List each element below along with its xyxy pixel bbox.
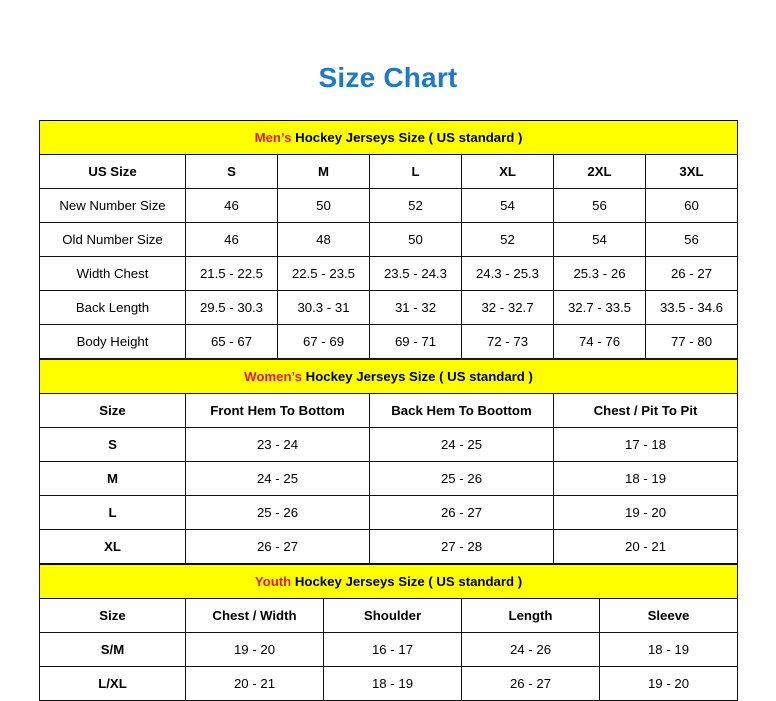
table-cell: 26 - 27 — [462, 667, 600, 701]
column-header: XL — [462, 155, 554, 189]
table-row — [40, 496, 738, 530]
table-cell: 32 - 32.7 — [462, 291, 554, 325]
table-cell: 19 - 20 — [554, 496, 738, 530]
table-header-row — [40, 155, 738, 189]
column-header: S — [186, 155, 278, 189]
size-chart-tables — [39, 120, 737, 701]
row-label: S/M — [40, 633, 186, 667]
table-banner-row — [40, 121, 738, 155]
table-cell: 31 - 32 — [370, 291, 462, 325]
table-cell: 18 - 19 — [600, 633, 738, 667]
row-label: Body Height — [40, 325, 186, 359]
table-cell: 24 - 26 — [462, 633, 600, 667]
table-row — [40, 667, 738, 701]
table-cell: 17 - 18 — [554, 428, 738, 462]
table-row — [40, 189, 738, 223]
table-cell: 65 - 67 — [186, 325, 278, 359]
table-cell: 46 — [186, 223, 278, 257]
table-row — [40, 530, 738, 564]
table-cell: 74 - 76 — [554, 325, 646, 359]
table-cell: 29.5 - 30.3 — [186, 291, 278, 325]
table-cell: 56 — [646, 223, 738, 257]
table-row — [40, 291, 738, 325]
table-cell: 19 - 20 — [600, 667, 738, 701]
table-cell: 19 - 20 — [186, 633, 324, 667]
column-header: US Size — [40, 155, 186, 189]
mens-banner-rest: Hockey Jerseys Size ( US standard ) — [291, 130, 523, 145]
table-cell: 69 - 71 — [370, 325, 462, 359]
womens-banner — [40, 360, 738, 394]
table-cell: 48 — [278, 223, 370, 257]
table-cell: 30.3 - 31 — [278, 291, 370, 325]
table-row — [40, 325, 738, 359]
column-header: Back Hem To Boottom — [370, 394, 554, 428]
table-cell: 67 - 69 — [278, 325, 370, 359]
table-cell: 56 — [554, 189, 646, 223]
table-cell: 46 — [186, 189, 278, 223]
table-cell: 26 - 27 — [370, 496, 554, 530]
column-header: Size — [40, 394, 186, 428]
table-row — [40, 462, 738, 496]
mens-banner-accent: Men’s — [254, 130, 292, 145]
table-banner-row — [40, 565, 738, 599]
row-label: XL — [40, 530, 186, 564]
table-cell: 16 - 17 — [324, 633, 462, 667]
mens-size-table — [39, 120, 738, 359]
table-cell: 72 - 73 — [462, 325, 554, 359]
table-cell: 60 — [646, 189, 738, 223]
row-label: L/XL — [40, 667, 186, 701]
table-cell: 54 — [554, 223, 646, 257]
table-cell: 26 - 27 — [646, 257, 738, 291]
table-cell: 21.5 - 22.5 — [186, 257, 278, 291]
table-cell: 24 - 25 — [186, 462, 370, 496]
mens-banner — [40, 121, 738, 155]
row-label: New Number Size — [40, 189, 186, 223]
column-header: M — [278, 155, 370, 189]
table-cell: 32.7 - 33.5 — [554, 291, 646, 325]
column-header: Front Hem To Bottom — [186, 394, 370, 428]
column-header: 3XL — [646, 155, 738, 189]
youth-banner-rest: Hockey Jerseys Size ( US standard ) — [291, 574, 523, 589]
womens-size-table — [39, 359, 738, 564]
column-header: Chest / Width — [186, 599, 324, 633]
column-header: Size — [40, 599, 186, 633]
table-cell: 25.3 - 26 — [554, 257, 646, 291]
table-cell: 25 - 26 — [370, 462, 554, 496]
table-cell: 20 - 21 — [186, 667, 324, 701]
column-header: Length — [462, 599, 600, 633]
table-row — [40, 257, 738, 291]
youth-size-table — [39, 564, 738, 701]
table-cell: 23.5 - 24.3 — [370, 257, 462, 291]
youth-banner — [40, 565, 738, 599]
table-cell: 27 - 28 — [370, 530, 554, 564]
table-cell: 20 - 21 — [554, 530, 738, 564]
table-cell: 50 — [370, 223, 462, 257]
table-cell: 52 — [370, 189, 462, 223]
column-header: Chest / Pit To Pit — [554, 394, 738, 428]
table-cell: 24 - 25 — [370, 428, 554, 462]
womens-banner-accent: Women’s — [244, 369, 303, 384]
row-label: Width Chest — [40, 257, 186, 291]
row-label: L — [40, 496, 186, 530]
womens-banner-rest: Hockey Jerseys Size ( US standard ) — [302, 369, 533, 384]
table-header-row — [40, 599, 738, 633]
table-cell: 54 — [462, 189, 554, 223]
table-row — [40, 428, 738, 462]
table-cell: 18 - 19 — [324, 667, 462, 701]
row-label: M — [40, 462, 186, 496]
table-cell: 22.5 - 23.5 — [278, 257, 370, 291]
table-cell: 18 - 19 — [554, 462, 738, 496]
youth-banner-accent: Youth — [254, 574, 292, 589]
table-header-row — [40, 394, 738, 428]
table-cell: 23 - 24 — [186, 428, 370, 462]
column-header: Shoulder — [324, 599, 462, 633]
page-title: Size Chart — [318, 62, 458, 93]
table-banner-row — [40, 360, 738, 394]
table-cell: 24.3 - 25.3 — [462, 257, 554, 291]
table-cell: 50 — [278, 189, 370, 223]
table-row — [40, 223, 738, 257]
table-cell: 33.5 - 34.6 — [646, 291, 738, 325]
table-cell: 77 - 80 — [646, 325, 738, 359]
table-row — [40, 633, 738, 667]
row-label: Old Number Size — [40, 223, 186, 257]
row-label: Back Length — [40, 291, 186, 325]
table-cell: 26 - 27 — [186, 530, 370, 564]
table-cell: 25 - 26 — [186, 496, 370, 530]
row-label: S — [40, 428, 186, 462]
table-cell: 52 — [462, 223, 554, 257]
column-header: L — [370, 155, 462, 189]
column-header: Sleeve — [600, 599, 738, 633]
column-header: 2XL — [554, 155, 646, 189]
